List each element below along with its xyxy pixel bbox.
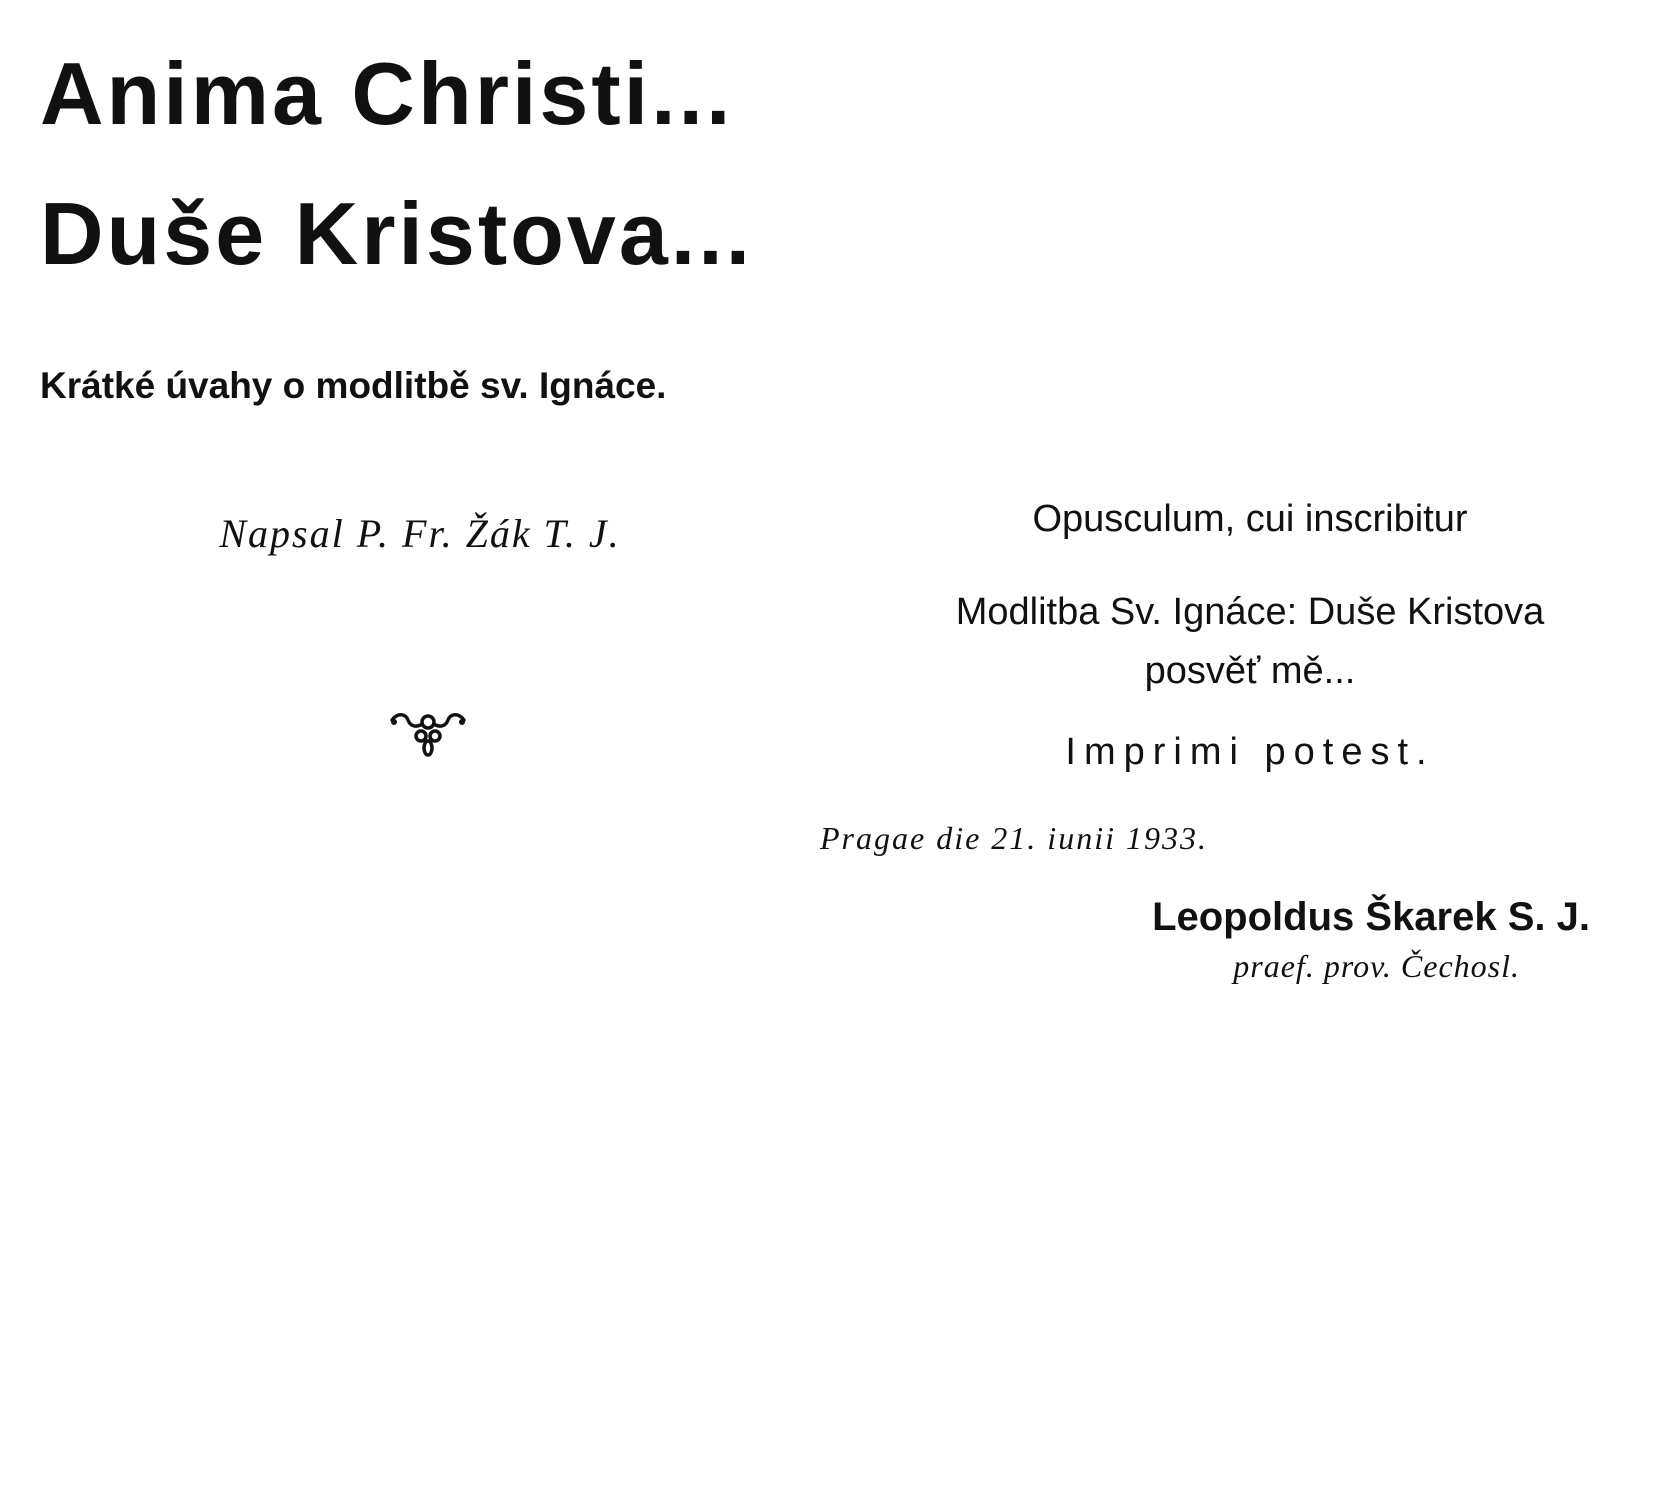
signer-name: Leopoldus Škarek S. J. bbox=[1152, 895, 1590, 939]
imprimi-potest: Imprimi potest. bbox=[1065, 731, 1435, 773]
prayer-title-line-2: posvěť mě... bbox=[1144, 650, 1356, 692]
place-date: Pragae die 21. iunii 1933. bbox=[820, 820, 1208, 856]
signer-office: praef. prov. Čechosl. bbox=[1233, 948, 1520, 984]
main-title-czech: Duše Kristova... bbox=[40, 184, 754, 283]
opusculum-line: Opusculum, cui inscribitur bbox=[1032, 498, 1468, 540]
author-line: Napsal P. Fr. Žák T. J. bbox=[219, 511, 621, 556]
prayer-title-line-1: Modlitba Sv. Ignáce: Duše Kristova bbox=[955, 591, 1545, 633]
fleuron-ornament-icon bbox=[388, 710, 468, 760]
main-title-latin: Anima Christi... bbox=[40, 44, 734, 143]
subtitle: Krátké úvahy o modlitbě sv. Ignáce. bbox=[40, 365, 667, 406]
